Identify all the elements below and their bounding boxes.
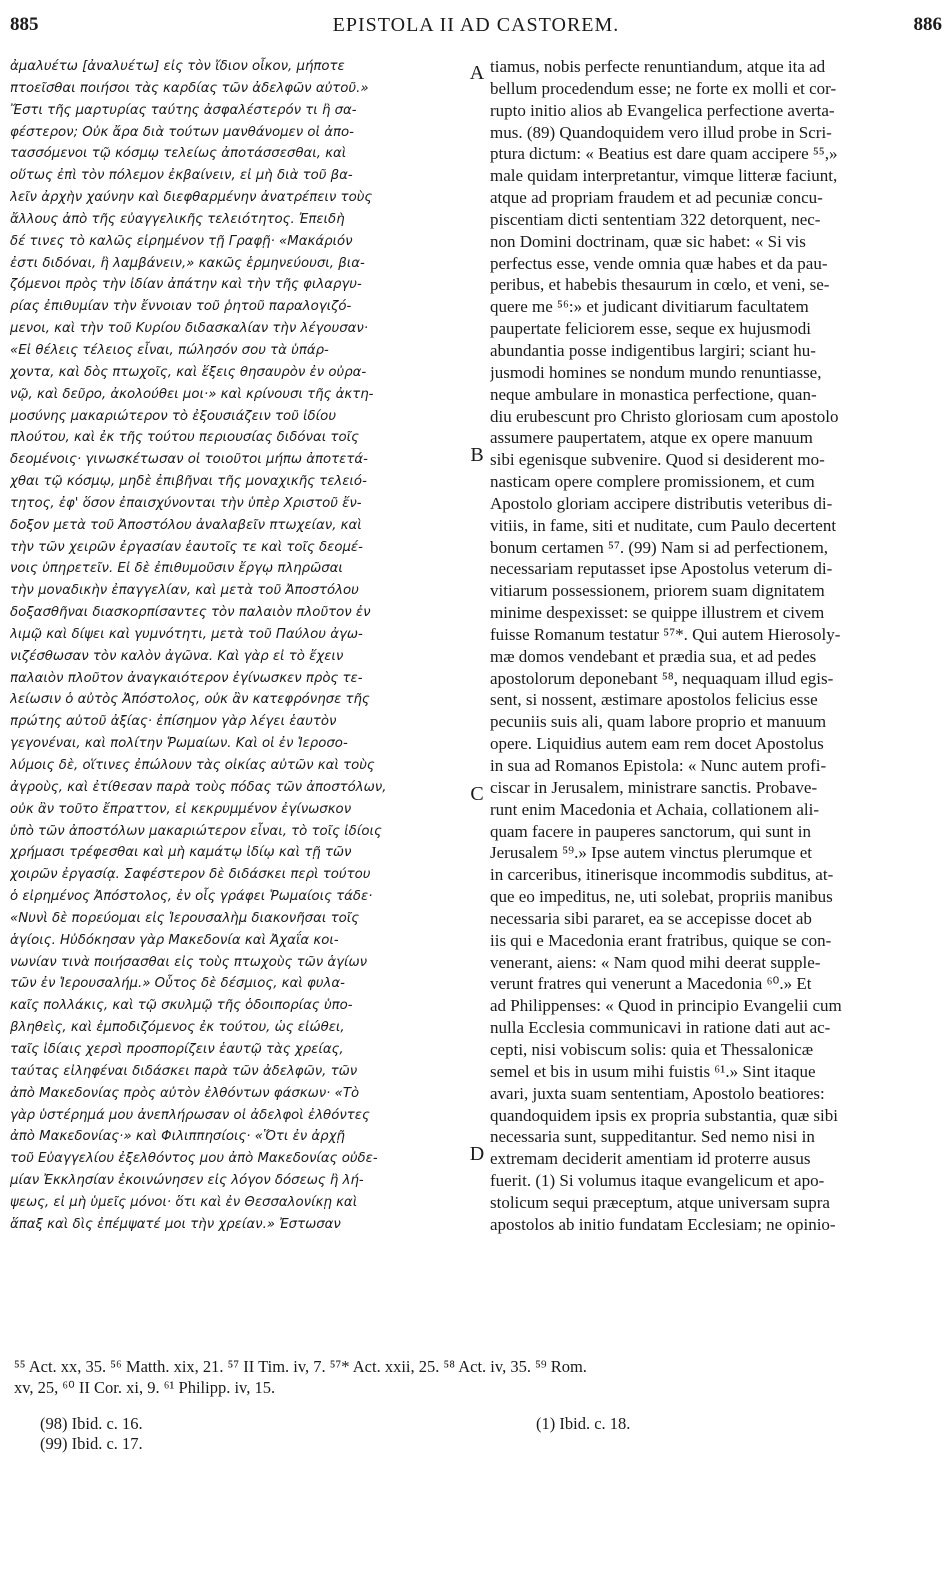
latin-line: fuerit. (1) Si volumus itaque evangelicum et apo- — [490, 1171, 825, 1191]
latin-line: male quidam interpretantur, vimque litteræ faciunt, — [490, 166, 838, 186]
greek-line: ἀπὸ Μακεδονίας·» καὶ Φιλιππησίοις· «Ὅτι ἐν ἀρχῇ — [10, 1129, 345, 1145]
latin-line: necessaria sibi pararet, ea se accepisse docet ab — [490, 908, 812, 928]
latin-line: quandoquidem ipsis ex propria substantia, quæ sibi — [490, 1105, 838, 1125]
greek-line: φέστερον; Οὐκ ἄρα διὰ τούτων μανθάνομεν οἱ ἀπο- — [10, 124, 354, 140]
section-ref: (99) Ibid. c. 17. — [40, 1434, 143, 1453]
greek-line: μοσύνης μακαριώτερον τὸ ἐξουσιάζειν τοῦ ἰδίου — [10, 408, 337, 424]
latin-line: minime despexisset: se quippe illustrem et civem — [490, 603, 825, 623]
greek-line: ταύτας εἰληφέναι διδάσκει παρὰ τῶν ἀδελφῶν, τῶν — [10, 1063, 358, 1079]
latin-line: cepti, nisi vobiscum solis: quia et Thessalonicæ — [490, 1039, 814, 1059]
greek-line: ἄλλους ἀπὸ τῆς εὐαγγελικῆς τελειότητος. Ἐπειδὴ — [10, 211, 345, 227]
greek-line: οὐκ ἂν τοῦτο ἔπραττον, εἰ κεκρυμμένον ἐγίνωσκον — [10, 801, 352, 817]
section-refs-right — [536, 1414, 630, 1434]
greek-line: παλαιὸν πλοῦτον ἀναγκαιότερον ἐγίνωσκεν πρὸς τε- — [10, 670, 363, 686]
greek-line: τὴν τῶν χειρῶν ἐργασίαν ἑαυτοῖς τε καὶ τοῖς δεομέ- — [10, 539, 363, 555]
section-ref: (1) Ibid. c. 18. — [536, 1414, 631, 1433]
latin-line: Jerusalem ⁵⁹.» Ipse autem vinctus plerumque et — [490, 843, 813, 863]
greek-line: «Νυνὶ δὲ πορεύομαι εἰς Ἱερουσαλὴμ διακονῆσαι τοῖς — [10, 910, 360, 926]
margin-letter-d: D — [469, 1143, 485, 1165]
latin-line: bonum certamen ⁵⁷. (99) Nam si ad perfectionem, — [490, 537, 829, 557]
greek-line: τητος, ἐφ' ὅσον ἐπαισχύνονται τὴν ὑπὲρ Χριστοῦ ἔν- — [10, 495, 362, 511]
greek-line: τασσόμενοι τῷ κόσμῳ τελείως ἀποτάσσεσθαι, καὶ — [10, 146, 347, 162]
footnote-line: ⁵⁵ Act. xx, 35. ⁵⁶ Matth. xix, 21. ⁵⁷ II Tim. iv, 7. ⁵⁷* Act. xxii, 25. ⁵⁸ Act. iv, 35. ⁵⁹ Rom. — [14, 1357, 587, 1376]
latin-line: fuisse Romanum testatur ⁵⁷*. Qui autem Hierosoly- — [490, 624, 841, 644]
page-number-left: 885 — [10, 14, 39, 35]
greek-line: μίαν Ἐκκλησίαν ἐκοινώνησεν εἰς λόγον δόσεως ἢ λή- — [10, 1173, 364, 1189]
latin-line: semel et bis in usum mihi fuistis ⁶¹.» Sint itaque — [490, 1061, 816, 1081]
latin-line: runt enim Macedonia et Achaia, collationem ali- — [490, 799, 820, 819]
latin-line: peribus, et habebis thesaurum in cœlo, et veni, se- — [490, 275, 830, 295]
page-number-right: 886 — [913, 14, 942, 35]
latin-line: avari, juxta suam sententiam, Apostolo beatiores: — [490, 1083, 825, 1103]
latin-line: quam facere in pauperes sanctorum, qui sunt in — [490, 821, 812, 841]
greek-line: ἀμαλυέτω [ἀναλυέτω] εἰς τὸν ἴδιον οἶκον, μήποτε — [10, 59, 345, 74]
greek-line: πλούτου, καὶ ἐκ τῆς τούτου περιουσίας διδόναι τοῖς — [10, 430, 359, 446]
greek-line: ψεως, εἰ μὴ ὑμεῖς μόνοι· ὅτι καὶ ἐν Θεσσαλονίκῃ καὶ — [10, 1194, 358, 1210]
latin-line: abundantia posse indigentibus largiri; sciant hu- — [490, 340, 816, 360]
greek-line: ζόμενοι πρὸς τὴν ἰδίαν ἀπάτην καὶ τὴν τῆς φιλαργυ- — [10, 277, 362, 293]
margin-letter-c: C — [470, 783, 484, 805]
latin-line: pecuniis suis ali, quam labore proprio et manuum — [490, 712, 827, 732]
greek-line: χρήμασι τρέφεσθαι καὶ μὴ καμάτῳ ἰδίῳ καὶ τῇ τῶν — [10, 845, 352, 861]
greek-line: ἁγίοις. Ηὐδόκησαν γὰρ Μακεδονία καὶ Ἀχαΐα κοι- — [10, 932, 339, 948]
latin-line: bellum procedendum esse; ne forte ex molli et cor- — [490, 78, 837, 98]
greek-line: χοιρῶν ἐργασίᾳ. Σαφέστερον δὲ διδάσκει περὶ τούτου — [10, 867, 371, 883]
latin-text-column — [490, 56, 938, 1236]
greek-line: τῶν ἐν Ἱερουσαλήμ.» Οὗτος δὲ δέσμιος, καὶ φυλα- — [10, 976, 345, 992]
greek-line: χθαι τῷ κόσμῳ, μηδὲ ἐπιβῆναι τῆς μοναχικῆς τελειό- — [10, 474, 367, 490]
running-header — [10, 14, 942, 44]
greek-line: βληθεὶς, καὶ ἐμποδιζόμενος ἐκ τούτου, ὡς εἰώθει, — [10, 1020, 345, 1036]
latin-line: verunt fratres qui venerunt a Macedonia ⁶⁰.» Et — [490, 974, 812, 994]
footnotes — [14, 1356, 939, 1398]
latin-line: jusmodi homines se nondum mundo renuntiasse, — [490, 362, 822, 382]
latin-line: diu erubescunt pro Christo gloriosam cum apostolo — [490, 406, 839, 426]
greek-line: λύμοις δὲ, οἵτινες ἐπώλουν τὰς οἰκίας αὐτῶν καὶ τοὺς — [10, 758, 375, 773]
latin-line: in carceribus, itinerisque incommodis subditus, at- — [490, 865, 834, 885]
greek-line: οὕτως ἐπὶ τὸν πόλεμον ἐκβαίνειν, εἰ μὴ διὰ τοῦ βα- — [10, 168, 353, 184]
running-title: EPISTOLA II AD CASTOREM. — [332, 14, 620, 36]
latin-line: vitiarum possessionem, priorem suam dignitatem — [490, 581, 825, 601]
greek-line: καῖς πολλάκις, καὶ τῷ σκυλμῷ τῆς ὁδοιπορίας ὑπο- — [10, 998, 353, 1014]
latin-line: que eo impeditus, ne, uti solebat, propriis manibus — [490, 887, 833, 907]
greek-line: πτοεῖσθαι ποιήσοι τὰς καρδίας τῶν ἀδελφῶν αὐτοῦ.» — [10, 80, 369, 96]
latin-line: ciscar in Jerusalem, ministrare sanctis. Probave- — [490, 777, 818, 797]
greek-text-column — [10, 56, 465, 1236]
greek-line: ἀπὸ Μακεδονίας πρὸς αὐτὸν ἐλθόντων φάσκων· «Τὸ — [10, 1085, 360, 1101]
greek-line: λεῖν ἀρχὴν χαύνην καὶ διεφθαρμένην ἀνατρέπειν τοὺς — [10, 190, 373, 206]
latin-line: rupto initio alios ab Evangelica perfectione averta- — [490, 100, 835, 120]
greek-line: ρίας ἐπιθυμίαν τὴν ἔννοιαν τοῦ ῥητοῦ παραλογιζό- — [10, 299, 352, 315]
margin-letter-a: A — [469, 62, 485, 84]
latin-line: vitiis, in fame, siti et nuditate, cum Paulo decertent — [490, 515, 837, 535]
latin-line: necessaria sunt, suppeditantur. Sed nemo nisi in — [490, 1127, 815, 1147]
greek-line: νιζέσθωσαν τὸν καλὸν ἀγῶνα. Καὶ γὰρ εἰ τὸ ἔχειν — [10, 648, 344, 664]
latin-line: neque ambulare in monastica perfectione, quan- — [490, 384, 817, 404]
greek-line: δέ τινες τὸ καλῶς εἰρημένον τῇ Γραφῇ· «Μακάριόν — [10, 233, 353, 249]
margin-letter-b: B — [470, 444, 484, 466]
latin-line: apostolorum deponebant ⁵⁸, nequaquam illud egis- — [490, 668, 834, 688]
greek-line: τὴν μοναδικὴν ἐπαγγελίαν, καὶ μετὰ τοῦ Ἀποστόλου — [10, 583, 359, 599]
latin-line: apostolos ab initio fundatam Ecclesiam; ne opinio- — [490, 1214, 836, 1234]
latin-line: piscentiam dicti sententiam 322 detorquent, nec- — [490, 209, 821, 229]
latin-line: sent, si nossent, æstimare apostolos felicius esse — [490, 690, 818, 710]
greek-line: λείωσιν ὁ αὐτὸς Ἀπόστολος, οὐκ ἂν κατεφρόνησε τῆς — [10, 692, 370, 708]
greek-line: νοις ὑπηρετεῖν. Εἰ δὲ ἐπιθυμοῦσιν ἔργῳ πληρῶσαι — [10, 561, 343, 577]
latin-line: sibi egenisque subvenire. Quod si desiderent mo- — [490, 450, 825, 470]
latin-line: mus. (89) Quandoquidem vero illud probe in Scri- — [490, 122, 832, 142]
greek-line: χοντα, καὶ δὸς πτωχοῖς, καὶ ἕξεις θησαυρὸν ἐν οὐρα- — [10, 364, 367, 380]
latin-line: in sua ad Romanos Epistola: « Nunc autem profi- — [490, 756, 827, 775]
greek-line: ἀγροὺς, καὶ ἐτίθεσαν παρὰ τοὺς πόδας τῶν ἀποστόλων, — [10, 779, 387, 795]
latin-line: iis qui e Macedonia erant fratribus, quique se con- — [490, 930, 832, 950]
latin-line: mæ domos vendebant et prædia sua, et ad pedes — [490, 646, 817, 666]
latin-line: nasticam opere complere promissionem, et cum — [490, 472, 815, 492]
greek-line: ταῖς ἰδίαις χερσὶ προσπορίζειν ἑαυτῷ τὰς χρείας, — [10, 1041, 344, 1057]
latin-line: nulla Ecclesia communicavi in ratione dati aut ac- — [490, 1018, 831, 1038]
section-ref: (98) Ibid. c. 16. — [40, 1414, 143, 1433]
latin-line: ad Philippenses: « Quod in principio Evangelii cum — [490, 996, 842, 1016]
latin-line: stolicum sequi præceptum, atque universam supra — [490, 1192, 830, 1212]
greek-line: πρώτης αὐτοῦ ἀξίας· ἐπίσημον γὰρ λέγει ἑαυτὸν — [10, 714, 337, 730]
greek-line: λιμῷ καὶ δίψει καὶ γυμνότητι, μετὰ τοῦ Παύλου ἀγω- — [10, 626, 363, 642]
latin-line: ptura dictum: « Beatius est dare quam accipere ⁵⁵,» — [490, 144, 838, 164]
greek-line: δεομένοις· γινωσκέτωσαν οἱ τοιοῦτοι μήπω ἀποτετά- — [10, 452, 368, 468]
greek-line: δοξον μετὰ τοῦ Ἀποστόλου ἀναλαβεῖν πτωχείαν, καὶ — [10, 517, 362, 533]
greek-line: ἅπαξ καὶ δὶς ἐπέμψατέ μοι τὴν χρείαν.» Ἐστωσαν — [10, 1216, 341, 1232]
latin-line: venerant, aiens: « Nam quod mihi deerat supple- — [490, 952, 821, 972]
latin-line: tiamus, nobis perfecte renuntiandum, atque ita ad — [490, 57, 826, 76]
greek-line: μενοι, καὶ τὴν τοῦ Κυρίου διδασκαλίαν τὴν λέγουσαν· — [10, 321, 369, 337]
greek-line: δοξασθῆναι διασκορπίσαντες τὸν παλαιὸν πλοῦτον ἐν — [10, 605, 371, 621]
latin-line: quere me ⁵⁶:» et judicant divitiarum facultatem — [490, 297, 809, 317]
latin-line: necessariam reputasset ipse Apostolus veterum di- — [490, 559, 833, 579]
greek-line: Ἔστι τῆς μαρτυρίας ταύτης ἀσφαλέστερόν τι ἢ σα- — [10, 102, 357, 118]
greek-line: τοῦ Εὐαγγελίου ἐξελθόντος μου ἀπὸ Μακεδονίας οὐδε- — [10, 1151, 378, 1167]
greek-line: «Εἰ θέλεις τέλειος εἶναι, πώλησόν σου τὰ ὑπάρ- — [10, 342, 329, 358]
greek-line: ἐστι διδόναι, ἢ λαμβάνειν,» κακῶς ἑρμηνεύουσι, βια- — [10, 255, 365, 271]
greek-line: γὰρ ὑστέρημά μου ἀνεπλήρωσαν οἱ ἀδελφοὶ ἐλθόντες — [10, 1107, 370, 1123]
greek-line: ὁ εἰρημένος Ἀπόστολος, ἐν οἷς γράφει Ῥωμαίοις τάδε· — [10, 889, 373, 905]
greek-line: νῷ, καὶ δεῦρο, ἀκολούθει μοι·» καὶ κρίνουσι τῆς ἀκτη- — [10, 386, 374, 402]
latin-line: non Domini doctrinam, quæ sic habet: « Si vis — [490, 231, 806, 251]
greek-line: νωνίαν τινὰ ποιήσασθαι εἰς τοὺς πτωχοὺς τῶν ἁγίων — [10, 954, 368, 970]
greek-line: ὑπὸ τῶν ἀποστόλων μακαριώτερον εἶναι, τὸ τοῖς ἰδίοις — [10, 823, 382, 839]
latin-line: paupertate feliciorem esse, seque ex hujusmodi — [490, 319, 811, 339]
latin-line: Apostolo gloriam accipere distributis veteribus di- — [490, 493, 833, 513]
greek-line: γεγονέναι, καὶ πολίτην Ῥωμαίων. Καὶ οἱ ἐν Ἱεροσο- — [10, 736, 348, 752]
latin-line: perfectus esse, vende omnia quæ habes et da pau- — [490, 253, 828, 273]
latin-line: extremam deciderit amentiam id proterre ausus — [490, 1149, 811, 1169]
latin-line: atque ad propriam fraudem et ad pecuniæ concu- — [490, 188, 823, 208]
section-refs-left — [40, 1414, 143, 1454]
footnote-line: xv, 25, ⁶⁰ II Cor. xi, 9. ⁶¹ Philipp. iv, 15. — [14, 1378, 276, 1397]
latin-line: opere. Liquidius autem eam rem docet Apostolus — [490, 734, 824, 754]
latin-line: assumere paupertatem, atque ex opere manuum — [490, 428, 813, 448]
